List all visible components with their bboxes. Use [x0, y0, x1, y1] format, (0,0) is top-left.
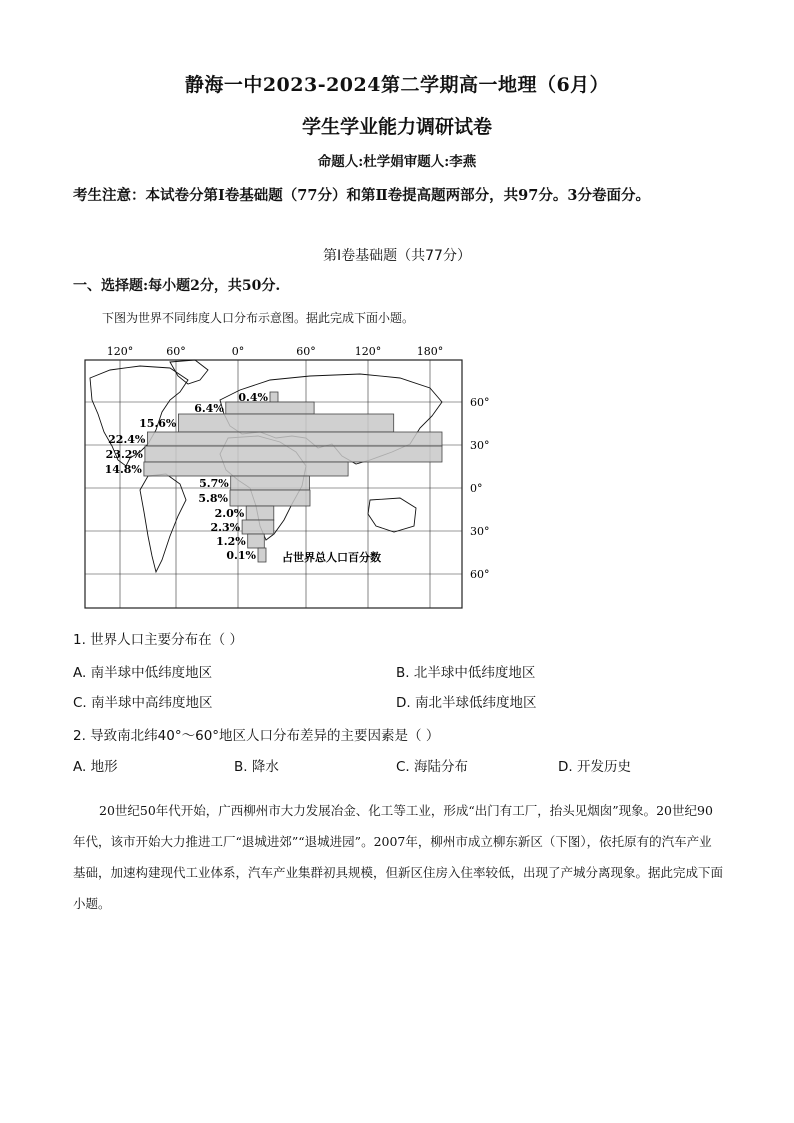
exam-subtitle: 学生学业能力调研试卷 — [301, 116, 492, 138]
lat-label: 30° — [470, 439, 490, 452]
lon-label: 60° — [166, 345, 186, 358]
world-population-map — [70, 340, 490, 612]
question-1: 1. 世界人口主要分布在（ ） — [73, 632, 243, 648]
population-bar-6 — [144, 462, 348, 476]
bar-value-label: 15.6% — [139, 417, 177, 430]
bar-value-label: 5.8% — [198, 492, 228, 505]
q1-option-d[interactable]: D. 南北半球低纬度地区 — [396, 695, 537, 711]
lon-label: 60° — [296, 345, 316, 358]
population-bar-8 — [230, 490, 310, 506]
population-bar-5 — [145, 446, 442, 462]
population-bar-11 — [248, 534, 265, 548]
population-bar-10 — [242, 520, 274, 534]
bar-value-label: 0.4% — [238, 391, 268, 404]
q2-option-c[interactable]: C. 海陆分布 — [396, 759, 469, 775]
lon-label: 180° — [416, 345, 444, 358]
bar-value-label: 5.7% — [199, 477, 229, 490]
map-legend-label: 占世界总人口百分数 — [282, 551, 381, 564]
bar-value-label: 6.4% — [194, 402, 224, 415]
population-bar-3 — [178, 414, 393, 432]
exam-notice: 考生注意：本试卷分第Ⅰ卷基础题（77分）和第Ⅱ卷提高题两部分，共97分。3分卷面分。 — [73, 187, 650, 204]
q2-option-d[interactable]: D. 开发历史 — [558, 759, 631, 775]
bar-value-label: 1.2% — [216, 535, 246, 548]
population-bar-1 — [270, 392, 278, 402]
lat-label: 60° — [470, 396, 490, 409]
lat-label: 60° — [470, 568, 490, 581]
passage-liuzhou: 20世纪50年代开始，广西柳州市大力发展冶金、化工等工业，形成“出门有工厂，抬头见烟囱”现象。20世纪90年代，该市开始大力推进工厂“退城进郊”“退城进园”。2007年，柳州市成立柳东新区（下图），依托原有的汽车产业基础，加速构建现代工业体系，汽车产业集群初具规模，但新区住房入住率较低，出现了产城分离现象。据此完成下面小题。 — [73, 803, 724, 911]
population-bar-9 — [246, 506, 274, 520]
population-bar-4 — [147, 432, 442, 446]
bar-value-label: 2.3% — [210, 521, 241, 534]
part1-title: 第Ⅰ卷基础题（共77分） — [323, 248, 471, 264]
q2-option-b[interactable]: B. 降水 — [234, 759, 279, 775]
bar-value-label: 0.1% — [226, 549, 256, 562]
q1-option-c[interactable]: C. 南半球中高纬度地区 — [73, 695, 213, 711]
question-2: 2. 导致南北纬40°～60°地区人口分布差异的主要因素是（ ） — [73, 728, 440, 744]
population-bar-7 — [231, 476, 310, 490]
q1-option-b[interactable]: B. 北半球中低纬度地区 — [396, 665, 536, 681]
section1-title: 一、选择题:每小题2分，共50分. — [73, 278, 281, 294]
bar-value-label: 23.2% — [105, 448, 143, 461]
lat-label: 30° — [470, 525, 490, 538]
lon-label: 120° — [354, 345, 382, 358]
exam-authors: 命题人:杜学娟审题人:李燕 — [317, 154, 477, 170]
bar-value-label: 2.0% — [214, 507, 245, 520]
population-bar-12 — [258, 548, 266, 562]
bar-value-label: 22.4% — [108, 433, 146, 446]
bar-value-label: 14.8% — [104, 463, 142, 476]
lat-label: 0° — [470, 482, 483, 495]
exam-title: 静海一中2023-2024第二学期高一地理（6月） — [184, 74, 610, 96]
figure-intro: 下图为世界不同纬度人口分布示意图。据此完成下面小题。 — [102, 311, 415, 325]
lon-label: 120° — [106, 345, 134, 358]
q1-option-a[interactable]: A. 南半球中低纬度地区 — [73, 665, 213, 681]
lon-label: 0° — [231, 345, 245, 358]
q2-option-a[interactable]: A. 地形 — [73, 759, 118, 775]
